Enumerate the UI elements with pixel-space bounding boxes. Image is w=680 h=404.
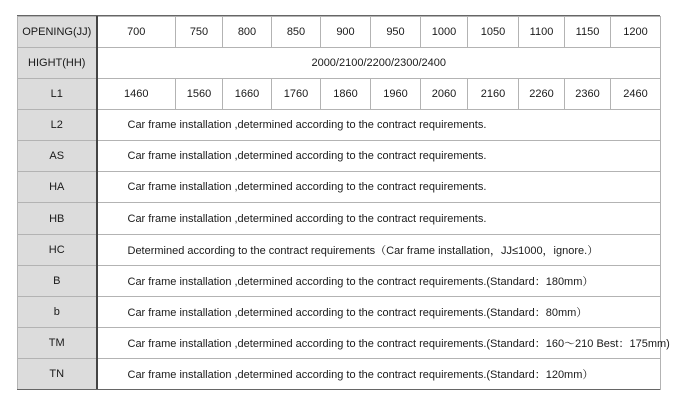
- l1-value-cell: 1760: [272, 79, 321, 110]
- row-header-b-upper: B: [18, 265, 97, 296]
- note-cell: Car frame installation ,determined according to the contract requirements.: [97, 172, 661, 203]
- table-row: [18, 110, 661, 141]
- note-cell: Car frame installation ,determined according to the contract requirements.(Standard：80mm）: [97, 296, 661, 327]
- note-cell: Car frame installation ,determined according to the contract requirements.(Standard：180mm）: [97, 265, 661, 296]
- table-row: [18, 17, 661, 48]
- l1-value-cell: 1560: [176, 79, 223, 110]
- opening-value-cell: 800: [223, 17, 272, 48]
- row-header-tm: TM: [18, 327, 97, 358]
- row-header-hb: HB: [18, 203, 97, 234]
- row-header-opening: OPENING(JJ): [18, 17, 97, 48]
- note-cell: Determined according to the contract requirements（Car frame installation，JJ≤1000，ignore.）: [97, 234, 661, 265]
- opening-value-cell: 1000: [421, 17, 468, 48]
- table-bottom-rule: [17, 389, 660, 390]
- row-header-b-lower: b: [18, 296, 97, 327]
- opening-value-cell: 1200: [611, 17, 661, 48]
- row-header-as: AS: [18, 141, 97, 172]
- row-header-tn: TN: [18, 358, 97, 389]
- opening-value-cell: 1100: [519, 17, 565, 48]
- table-row: [18, 48, 661, 79]
- table-row: [18, 358, 661, 389]
- opening-value-cell: 1050: [468, 17, 519, 48]
- l1-value-cell: 2360: [565, 79, 611, 110]
- l1-value-cell: 1960: [371, 79, 421, 110]
- table-row: [18, 265, 661, 296]
- l1-value-cell: 1460: [97, 79, 176, 110]
- table-row: [18, 79, 661, 110]
- note-cell: Car frame installation ,determined according to the contract requirements.: [97, 110, 661, 141]
- opening-value-cell: 900: [321, 17, 371, 48]
- l1-value-cell: 2160: [468, 79, 519, 110]
- note-cell: Car frame installation ,determined according to the contract requirements.(Standard：120mm）: [97, 358, 661, 389]
- row-header-hc: HC: [18, 234, 97, 265]
- opening-value-cell: 950: [371, 17, 421, 48]
- hight-value-cell: 2000/2100/2200/2300/2400: [97, 48, 661, 79]
- door-dimension-table: [17, 16, 670, 390]
- note-cell: Car frame installation ,determined according to the contract requirements.: [97, 141, 661, 172]
- note-cell: Car frame installation ,determined according to the contract requirements.(Standard：160～210 Best：175mm): [97, 327, 661, 358]
- l1-value-cell: 2260: [519, 79, 565, 110]
- opening-value-cell: 700: [97, 17, 176, 48]
- l1-value-cell: 2460: [611, 79, 661, 110]
- row-header-l1: L1: [18, 79, 97, 110]
- row-header-l2: L2: [18, 110, 97, 141]
- l1-value-cell: 2060: [421, 79, 468, 110]
- opening-value-cell: 750: [176, 17, 223, 48]
- table-row: [18, 203, 661, 234]
- row-header-ha: HA: [18, 172, 97, 203]
- table-row: [18, 296, 661, 327]
- table-row: [18, 234, 661, 265]
- table-row: [18, 172, 661, 203]
- opening-value-cell: 850: [272, 17, 321, 48]
- note-cell: Car frame installation ,determined according to the contract requirements.: [97, 203, 661, 234]
- l1-value-cell: 1860: [321, 79, 371, 110]
- row-header-hight: HIGHT(HH): [18, 48, 97, 79]
- table-row: [18, 141, 661, 172]
- table-row: [18, 327, 661, 358]
- l1-value-cell: 1660: [223, 79, 272, 110]
- opening-value-cell: 1150: [565, 17, 611, 48]
